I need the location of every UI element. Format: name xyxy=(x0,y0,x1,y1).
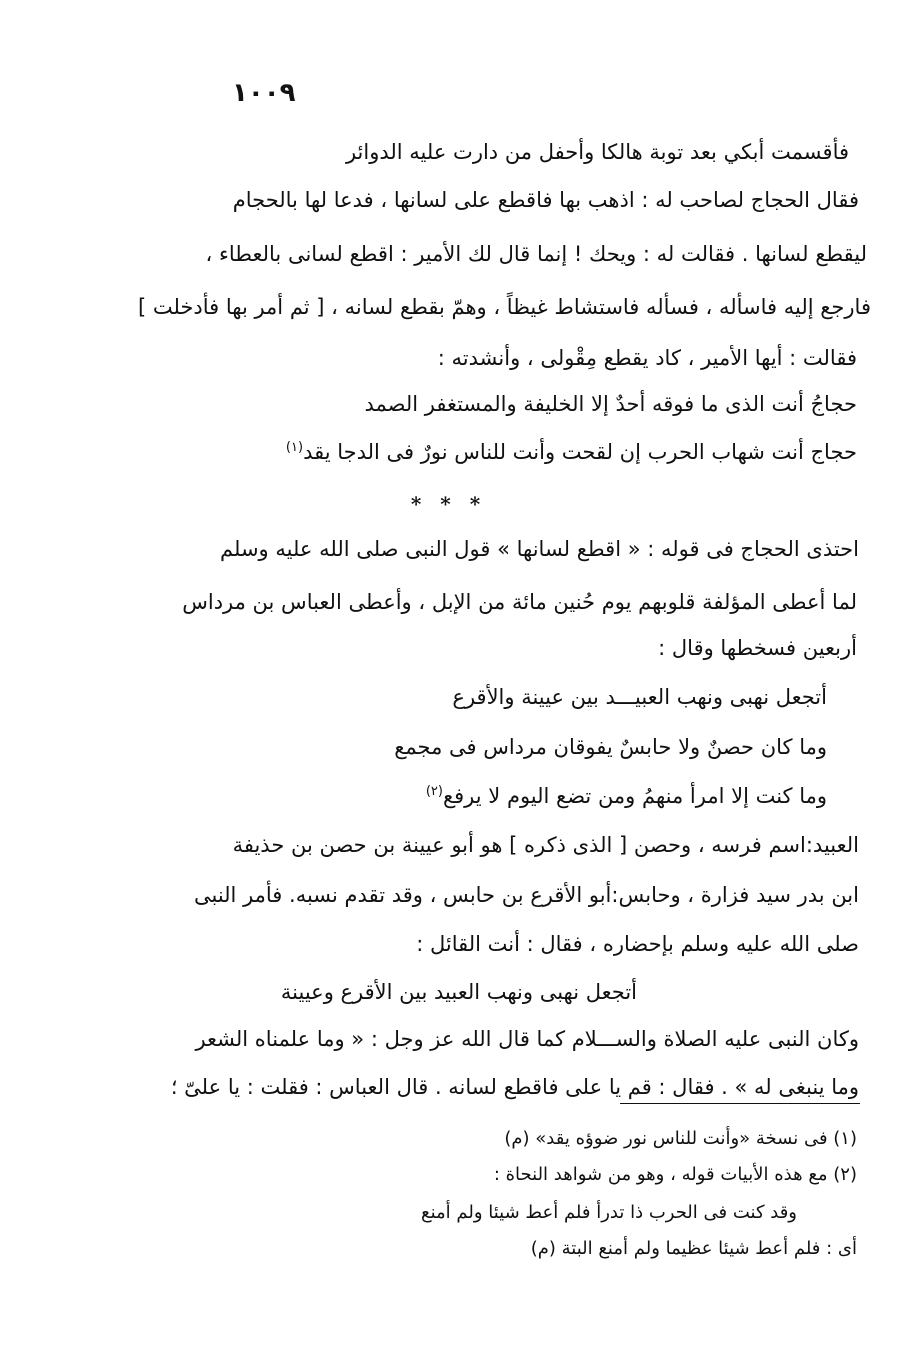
text-line: العبيد:اسم فرسه ، وحصن [ الذى ذكره ] هو أبو عيينة بن حصن بن حذيفة xyxy=(232,833,859,857)
verse-line: أتجعل نهبى ونهب العبيد بين الأقرع وعيينة xyxy=(280,980,637,1004)
verse-line: وما كان حصنٌ ولا حابسٌ يفوقان مرداس فى مجمع xyxy=(394,735,827,759)
footnote-marker: (١) xyxy=(285,440,304,455)
footnote: أى : فلم أعط شيئا عظيما ولم أمنع البتة (م) xyxy=(530,1238,857,1259)
verse-line: أتجعل نهبى ونهب العبيـــد بين عيينة والأقرع xyxy=(452,685,827,709)
text-line: وما ينبغى له » . فقال : قم يا على فاقطع لسانه . قال العباس : فقلت : يا علىّ ؛ xyxy=(170,1075,859,1099)
section-separator: * * * xyxy=(410,492,487,516)
footnote-verse: وقد كنت فى الحرب ذا تدرأ فلم أعط شيئا ولم أمنع xyxy=(420,1202,797,1223)
footnote-marker: (٢) xyxy=(425,784,443,799)
verse-line xyxy=(426,784,827,808)
verse-text: وما كنت إلا امرأ منهمُ ومن تضع اليوم لا يرفع xyxy=(442,784,827,808)
verse-line: فأقسمت أبكي بعد توبة هالكا وأحفل من دارت عليه الدوائر xyxy=(345,140,849,164)
text-line: وكان النبى عليه الصلاة والســـلام كما قال الله عز وجل : « وما علمناه الشعر xyxy=(195,1027,859,1051)
footnote: (١) فى نسخة «وأنت للناس نور ضوؤه يقد» (م) xyxy=(504,1128,857,1149)
verse-line: حجاجُ أنت الذى ما فوقه أحدٌ إلا الخليفة والمستغفر الصمد xyxy=(364,392,857,416)
footnote: (٢) مع هذه الأبيات قوله ، وهو من شواهد النحاة : xyxy=(493,1164,857,1185)
text-line: لما أعطى المؤلفة قلوبهم يوم حُنين مائة من الإبل ، وأعطى العباس بن مرداس xyxy=(182,590,857,614)
verse-line xyxy=(286,440,857,464)
text-line: فقالت : أيها الأمير ، كاد يقطع مِقْولى ، وأنشدته : xyxy=(437,346,857,370)
text-line: فقال الحجاج لصاحب له : اذهب بها فاقطع على لسانها ، فدعا لها بالحجام xyxy=(232,188,859,212)
verse-text: حجاج أنت شهاب الحرب إن لقحت وأنت للناس نورٌ فى الدجا يقد xyxy=(303,440,857,464)
text-line: أربعين فسخطها وقال : xyxy=(658,636,857,660)
text-line: ابن بدر سيد فزارة ، وحابس:أبو الأقرع بن حابس ، وقد تقدم نسبه. فأمر النبى xyxy=(193,883,859,907)
footnote-rule xyxy=(620,1103,860,1104)
text-line: صلى الله عليه وسلم بإحضاره ، فقال : أنت القائل : xyxy=(416,932,859,956)
text-line: فارجع إليه فاسأله ، فسأله فاستشاط غيظاً ، وهمّ بقطع لسانه ، [ ثم أمر بها فأدخلت ] xyxy=(137,295,871,319)
page-number: ١٠٠٩ xyxy=(232,78,296,108)
text-line: احتذى الحجاج فى قوله : « اقطع لسانها » قول النبى صلى الله عليه وسلم xyxy=(220,537,859,561)
text-line: ليقطع لسانها . فقالت له : ويحك ! إنما قال لك الأمير : اقطع لسانى بالعطاء ، xyxy=(205,242,867,266)
